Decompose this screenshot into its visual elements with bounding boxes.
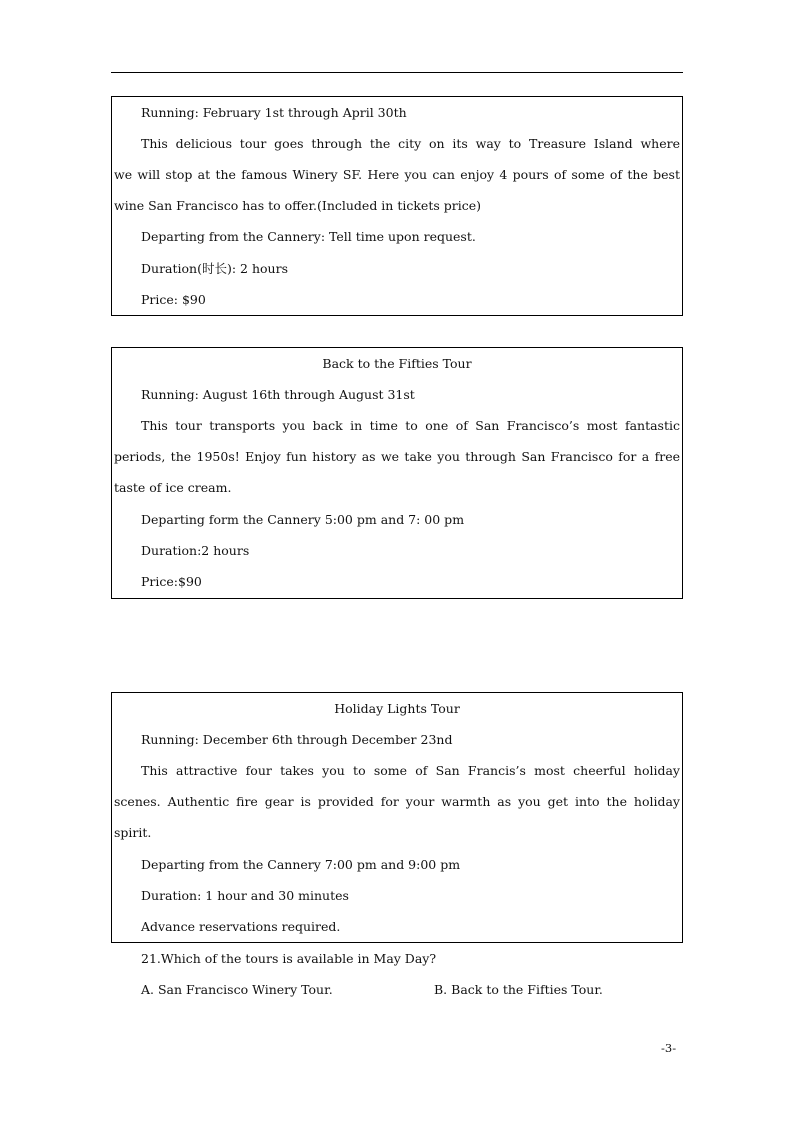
tour3-desc-line3: spirit.	[114, 825, 152, 840]
page-number: -3-	[661, 1041, 677, 1055]
tour3-advance-reservations: Advance reservations required.	[141, 919, 341, 934]
tour-box-fifties	[111, 347, 683, 599]
tour1-desc-line1: This delicious tour goes through the city on its way to Treasure Island where	[141, 136, 680, 151]
question-stem: 21.Which of the tours is available in May Day?	[141, 951, 437, 966]
question-option-b: B. Back to the Fifties Tour.	[434, 982, 603, 997]
tour2-departing: Departing form the Cannery 5:00 pm and 7: 00 pm	[141, 512, 465, 527]
tour2-duration: Duration:2 hours	[141, 543, 250, 558]
tour3-desc-line1: This attractive four takes you to some of San Francis’s most cheerful holiday	[141, 763, 680, 778]
tour-box-holiday-lights	[111, 692, 683, 943]
tour1-running: Running: February 1st through April 30th	[141, 105, 407, 120]
question-option-a: A. San Francisco Winery Tour.	[141, 982, 333, 997]
header-rule	[111, 72, 683, 73]
tour2-title: Back to the Fifties Tour	[322, 356, 472, 371]
tour2-desc-line3: taste of ice cream.	[114, 480, 232, 495]
tour2-price: Price:$90	[141, 574, 202, 589]
tour3-duration: Duration: 1 hour and 30 minutes	[141, 888, 349, 903]
tour-box-winery	[111, 96, 683, 316]
tour3-running: Running: December 6th through December 23nd	[141, 732, 453, 747]
tour2-running: Running: August 16th through August 31st	[141, 387, 415, 402]
tour1-desc-line2: we will stop at the famous Winery SF. Here you can enjoy 4 pours of some of the best	[114, 167, 680, 182]
tour2-desc-line1: This tour transports you back in time to one of San Francisco’s most fantastic	[141, 418, 680, 433]
tour1-duration: Duration(时长): 2 hours	[141, 261, 288, 276]
tour3-departing: Departing from the Cannery 7:00 pm and 9:00 pm	[141, 857, 461, 872]
tour1-price: Price: $90	[141, 292, 206, 307]
tour1-departing: Departing from the Cannery: Tell time upon request.	[141, 229, 476, 244]
tour3-title: Holiday Lights Tour	[334, 701, 460, 716]
tour3-desc-line2: scenes. Authentic fire gear is provided for your warmth as you get into the holiday	[114, 794, 680, 809]
tour1-desc-line3: wine San Francisco has to offer.(Included in tickets price)	[114, 198, 481, 213]
tour2-desc-line2: periods, the 1950s! Enjoy fun history as we take you through San Francisco for a free	[114, 449, 680, 464]
